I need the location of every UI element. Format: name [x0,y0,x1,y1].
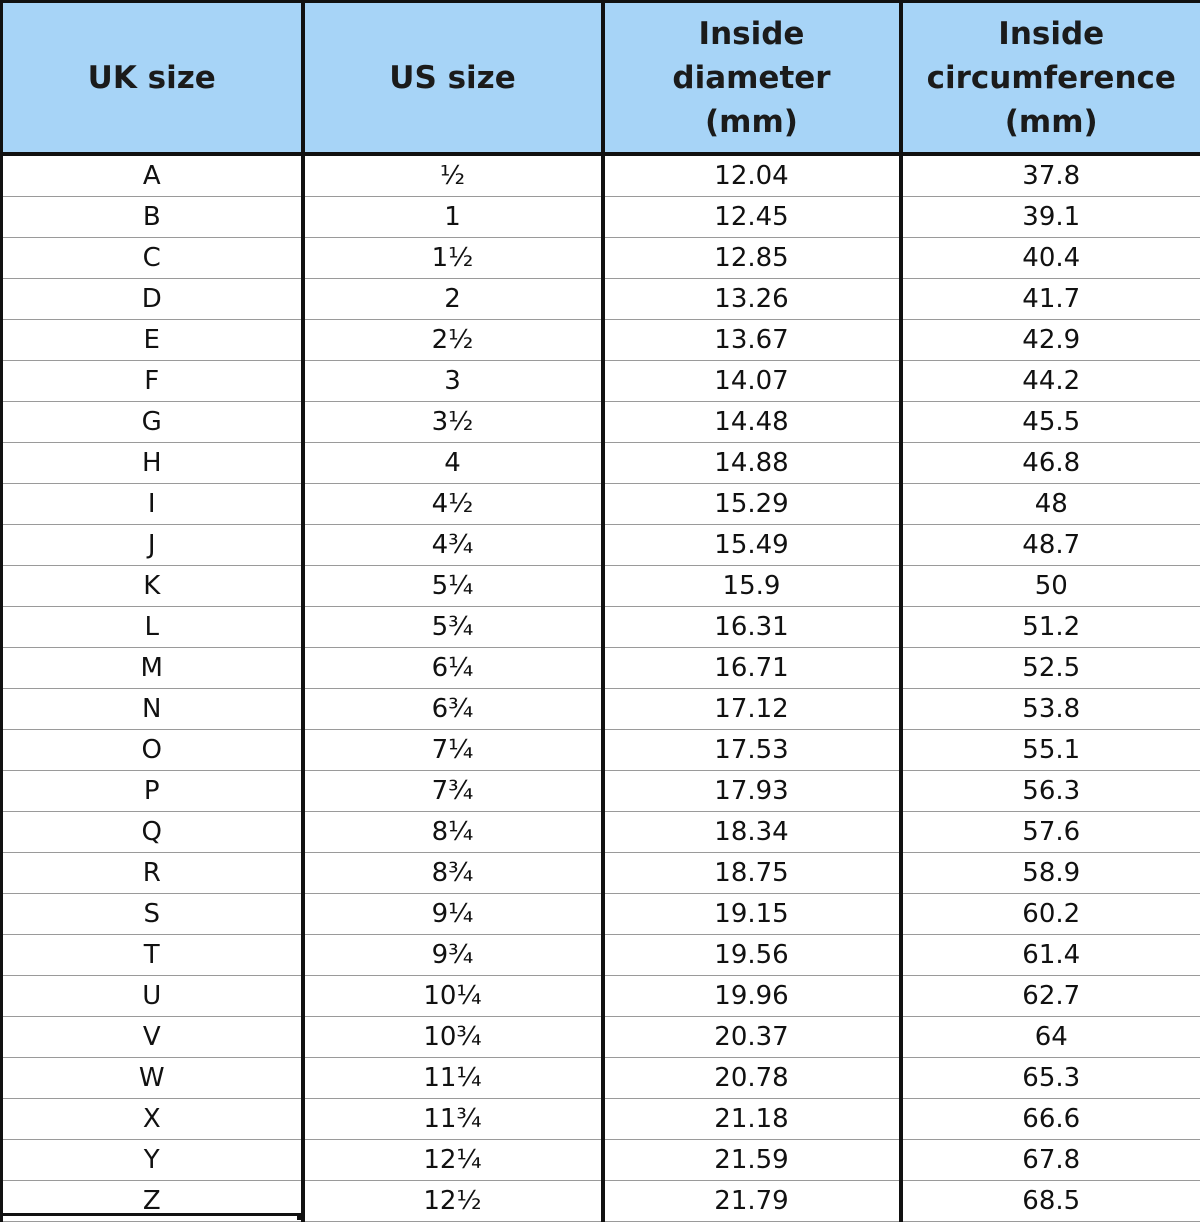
cell-inside-diameter: 18.75 [603,853,901,894]
cell-uk-size: J [2,525,303,566]
cell-uk-size: K [2,566,303,607]
table-row [2,648,1200,689]
cell-us-size: ½ [303,154,603,197]
cell-inside-diameter: 17.12 [603,689,901,730]
table-row [2,279,1200,320]
cell-inside-circumference: 64 [901,1017,1200,1058]
cell-inside-circumference: 55.1 [901,730,1200,771]
table-row [2,812,1200,853]
cell-us-size: 3 [303,361,603,402]
cell-us-size: 6¼ [303,648,603,689]
cell-inside-circumference: 39.1 [901,197,1200,238]
cell-us-size: 5¾ [303,607,603,648]
cell-inside-circumference: 44.2 [901,361,1200,402]
cell-uk-size: V [2,1017,303,1058]
cell-inside-diameter: 20.78 [603,1058,901,1099]
cell-inside-circumference: 65.3 [901,1058,1200,1099]
cell-inside-diameter: 17.93 [603,771,901,812]
table-row [2,1140,1200,1181]
table-row [2,154,1200,197]
cell-inside-circumference: 42.9 [901,320,1200,361]
cell-us-size: 2½ [303,320,603,361]
cell-inside-diameter: 12.04 [603,154,901,197]
cell-inside-diameter: 14.88 [603,443,901,484]
cell-uk-size: M [2,648,303,689]
cell-uk-size: L [2,607,303,648]
cell-uk-size: Z [2,1181,303,1222]
cell-inside-circumference: 41.7 [901,279,1200,320]
cell-inside-diameter: 14.48 [603,402,901,443]
cell-uk-size: A [2,154,303,197]
cell-inside-circumference: 52.5 [901,648,1200,689]
cell-inside-diameter: 20.37 [603,1017,901,1058]
cell-us-size: 3½ [303,402,603,443]
cell-inside-circumference: 37.8 [901,154,1200,197]
cell-us-size: 11¼ [303,1058,603,1099]
table-row [2,894,1200,935]
header-inside-diameter: Inside diameter (mm) [603,2,901,155]
cell-inside-circumference: 40.4 [901,238,1200,279]
table-row [2,771,1200,812]
cell-inside-diameter: 15.9 [603,566,901,607]
cell-us-size: 1½ [303,238,603,279]
cell-us-size: 2 [303,279,603,320]
cell-inside-diameter: 13.26 [603,279,901,320]
cell-us-size: 4½ [303,484,603,525]
cell-inside-diameter: 16.31 [603,607,901,648]
table-row [2,976,1200,1017]
table-row [2,689,1200,730]
cell-uk-size: Q [2,812,303,853]
table-row [2,935,1200,976]
cell-us-size: 11¾ [303,1099,603,1140]
cell-inside-circumference: 57.6 [901,812,1200,853]
table-row [2,1017,1200,1058]
cell-inside-circumference: 58.9 [901,853,1200,894]
cell-us-size: 4¾ [303,525,603,566]
cell-inside-diameter: 18.34 [603,812,901,853]
cell-us-size: 10¼ [303,976,603,1017]
cell-uk-size: I [2,484,303,525]
table-row [2,443,1200,484]
cell-uk-size: X [2,1099,303,1140]
cell-us-size: 9¼ [303,894,603,935]
table-bottom-edge [0,1213,301,1220]
cell-inside-diameter: 19.96 [603,976,901,1017]
cell-inside-diameter: 21.18 [603,1099,901,1140]
cell-us-size: 5¼ [303,566,603,607]
cell-inside-circumference: 67.8 [901,1140,1200,1181]
cell-inside-circumference: 53.8 [901,689,1200,730]
cell-inside-circumference: 62.7 [901,976,1200,1017]
table-row [2,361,1200,402]
cell-inside-diameter: 12.85 [603,238,901,279]
cell-inside-circumference: 45.5 [901,402,1200,443]
cell-us-size: 7¼ [303,730,603,771]
cell-inside-circumference: 50 [901,566,1200,607]
cell-us-size: 6¾ [303,689,603,730]
cell-uk-size: S [2,894,303,935]
table-row [2,607,1200,648]
table-header [2,2,1200,155]
cell-uk-size: N [2,689,303,730]
cell-inside-circumference: 51.2 [901,607,1200,648]
cell-uk-size: W [2,1058,303,1099]
cell-us-size: 8¾ [303,853,603,894]
cell-uk-size: B [2,197,303,238]
cell-uk-size: U [2,976,303,1017]
cell-uk-size: O [2,730,303,771]
cell-inside-diameter: 12.45 [603,197,901,238]
cell-inside-circumference: 46.8 [901,443,1200,484]
cell-us-size: 12¼ [303,1140,603,1181]
cell-uk-size: E [2,320,303,361]
cell-inside-diameter: 19.56 [603,935,901,976]
cell-inside-diameter: 15.29 [603,484,901,525]
cell-inside-circumference: 60.2 [901,894,1200,935]
header-us-size: US size [303,2,603,155]
cell-inside-diameter: 14.07 [603,361,901,402]
table-row [2,525,1200,566]
cell-inside-circumference: 56.3 [901,771,1200,812]
table-body [2,154,1200,1222]
cell-inside-circumference: 61.4 [901,935,1200,976]
cell-inside-diameter: 17.53 [603,730,901,771]
cell-uk-size: G [2,402,303,443]
table-row [2,320,1200,361]
cell-inside-diameter: 21.79 [603,1181,901,1222]
cell-us-size: 9¾ [303,935,603,976]
cell-us-size: 7¾ [303,771,603,812]
table-row [2,238,1200,279]
cell-uk-size: Y [2,1140,303,1181]
table-row [2,853,1200,894]
cell-uk-size: P [2,771,303,812]
cell-inside-diameter: 16.71 [603,648,901,689]
table-row [2,1058,1200,1099]
cell-inside-diameter: 13.67 [603,320,901,361]
cell-uk-size: H [2,443,303,484]
cell-uk-size: R [2,853,303,894]
cell-uk-size: D [2,279,303,320]
table-row [2,566,1200,607]
cell-us-size: 10¾ [303,1017,603,1058]
header-row [2,2,1200,155]
cell-us-size: 8¼ [303,812,603,853]
cell-inside-diameter: 21.59 [603,1140,901,1181]
cell-inside-circumference: 48.7 [901,525,1200,566]
cell-inside-circumference: 68.5 [901,1181,1200,1222]
cell-uk-size: F [2,361,303,402]
header-inside-circumference: Inside circumference (mm) [901,2,1200,155]
table-row [2,730,1200,771]
cell-inside-diameter: 15.49 [603,525,901,566]
cell-inside-circumference: 66.6 [901,1099,1200,1140]
cell-us-size: 12½ [303,1181,603,1222]
cell-us-size: 4 [303,443,603,484]
table-row [2,197,1200,238]
cell-uk-size: C [2,238,303,279]
cell-us-size: 1 [303,197,603,238]
cell-inside-circumference: 48 [901,484,1200,525]
cell-inside-diameter: 19.15 [603,894,901,935]
cell-uk-size: T [2,935,303,976]
table-row [2,402,1200,443]
header-uk-size: UK size [2,2,303,155]
table-row [2,484,1200,525]
table-row [2,1099,1200,1140]
